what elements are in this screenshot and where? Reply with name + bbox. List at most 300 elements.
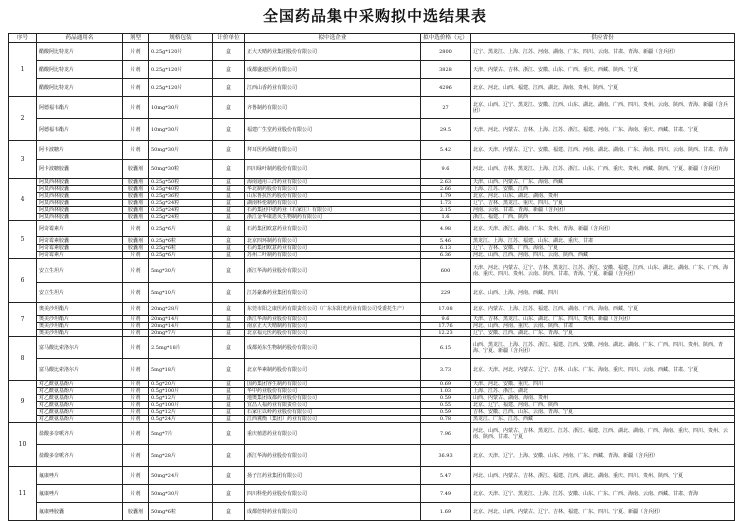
cell-drug-name: 阿奇霉素片 — [37, 221, 123, 237]
cell-unit: 盒 — [213, 79, 245, 97]
cell-unit: 盒 — [213, 43, 245, 61]
cell-seq: 9 — [9, 381, 37, 423]
cell-company: 浙江华海药业股份有限公司 — [245, 259, 421, 283]
cell-price: 9.6 — [421, 160, 471, 179]
cell-dosage-form: 片剂 — [123, 43, 149, 61]
cell-seq: 10 — [9, 423, 37, 467]
cell-unit: 盒 — [213, 160, 245, 179]
cell-price: 2800 — [421, 43, 471, 61]
cell-spec: 50mg*6粒 — [149, 503, 213, 521]
cell-regions: 北京、河北、山东、湖北、湖南、贵州 — [471, 193, 735, 200]
cell-dosage-form: 片剂 — [123, 337, 149, 359]
cell-regions: 北京、天津、辽宁、上海、安徽、山东、河南、广东、西藏、青海、新疆（含兵团） — [471, 445, 735, 467]
cell-spec: 5mg*18片 — [149, 359, 213, 381]
cell-price: 1.79 — [421, 193, 471, 200]
cell-seq: 3 — [9, 141, 37, 179]
cell-unit: 盒 — [213, 503, 245, 521]
cell-dosage-form: 片剂 — [123, 402, 149, 409]
table-row — [9, 259, 735, 283]
cell-price: 6.13 — [421, 245, 471, 252]
cell-spec: 0.25g*6粒 — [149, 245, 213, 252]
table-row — [9, 119, 735, 141]
cell-price: 2.63 — [421, 179, 471, 186]
header-company: 拟中选企业 — [245, 34, 421, 43]
cell-company: 齐鲁制药有限公司 — [245, 97, 421, 119]
cell-regions: 北京、山西、上海、河南、西藏、四川 — [471, 283, 735, 303]
cell-price: 27 — [421, 97, 471, 119]
cell-unit: 盒 — [213, 119, 245, 141]
table-row — [9, 381, 735, 388]
cell-regions: 河北、山西、内蒙古、吉林、黑龙江、江苏、浙江、福建、江西、湖北、湖南、广西、海南、重庆、四川、贵州、云南、陕西、甘肃、宁夏 — [471, 423, 735, 445]
table-row — [9, 388, 735, 395]
cell-drug-name: 阿奇霉素胶囊 — [37, 237, 123, 245]
cell-spec: 0.5g*24片 — [149, 416, 213, 423]
cell-dosage-form: 片剂 — [123, 252, 149, 259]
table-row — [9, 79, 735, 97]
cell-spec: 20mg*28片 — [149, 303, 213, 316]
cell-dosage-form: 片剂 — [123, 381, 149, 388]
cell-drug-name: 对乙酰氨基酚片 — [37, 402, 123, 409]
cell-price: 600 — [421, 259, 471, 283]
cell-dosage-form: 片剂 — [123, 141, 149, 160]
cell-unit: 盒 — [213, 200, 245, 207]
table-row — [9, 503, 735, 521]
header-drug-name: 药品通用名 — [37, 34, 123, 43]
cell-company: 江西山香药业有限公司 — [245, 79, 421, 97]
cell-price: 36.93 — [421, 445, 471, 467]
cell-regions: 黑龙江、广东、江苏、西藏 — [471, 416, 735, 423]
cell-spec: 0.5g*20片 — [149, 381, 213, 388]
cell-unit: 盒 — [213, 303, 245, 316]
cell-drug-name: 奥美沙坦酯片 — [37, 316, 123, 323]
cell-price: 12.23 — [421, 330, 471, 337]
cell-spec: 0.25g*40粒 — [149, 186, 213, 193]
cell-company: 拜耳医药保健有限公司 — [245, 141, 421, 160]
cell-spec: 0.25g*36粒 — [149, 193, 213, 200]
cell-dosage-form: 胶囊剂 — [123, 245, 149, 252]
cell-regions: 天津、河北、安徽、重庆、四川 — [471, 381, 735, 388]
cell-dosage-form: 片剂 — [123, 316, 149, 323]
cell-spec: 2.5mg*18片 — [149, 337, 213, 359]
cell-dosage-form: 片剂 — [123, 395, 149, 402]
cell-unit: 盒 — [213, 316, 245, 323]
cell-price: 1.73 — [421, 200, 471, 207]
cell-regions: 北京、河北、山西、福建、江西、湖北、海南、贵州、陕西、宁夏 — [471, 79, 735, 97]
cell-company: 江西冀衡（集团）药业有限公司 — [245, 416, 421, 423]
cell-regions: 北京、天津、辽宁、黑龙江、上海、江苏、安徽、山东、广东、广西、海南、云南、西藏、甘肃、青海 — [471, 485, 735, 503]
table-row — [9, 97, 735, 119]
table-row — [9, 207, 735, 214]
cell-spec: 0.5g*100片 — [149, 402, 213, 409]
table-row — [9, 160, 735, 179]
header-dosage-form: 剂型 — [123, 34, 149, 43]
cell-regions: 河南、云南、甘肃、青海、新疆（含兵团） — [471, 207, 735, 214]
cell-regions: 河北、山西、河南、重庆、云南、陕西、甘肃 — [471, 323, 735, 330]
cell-company: 福建广生堂药业股份有限公司 — [245, 119, 421, 141]
cell-regions: 天津、内蒙古、吉林、浙江、安徽、山东、广西、重庆、西藏、陕西、宁夏 — [471, 61, 735, 79]
cell-drug-name: 对乙酰氨基酚片 — [37, 395, 123, 402]
cell-unit: 盒 — [213, 61, 245, 79]
cell-regions: 天津、河北、内蒙古、吉林、上海、江苏、浙江、福建、河南、广东、海南、重庆、西藏、甘肃、宁夏 — [471, 119, 735, 141]
cell-price: 5.42 — [421, 141, 471, 160]
table-row — [9, 193, 735, 200]
cell-company: 东莞市阳之康医药有限责任公司（广东东阳光药业有限公司受委托生产） — [245, 303, 421, 316]
cell-spec: 0.25g*24粒 — [149, 214, 213, 221]
cell-dosage-form: 胶囊剂 — [123, 186, 149, 193]
cell-regions: 浙江、福建、广西、陕西 — [471, 214, 735, 221]
table-row — [9, 221, 735, 237]
cell-company: 四川科伦药业股份有限公司 — [245, 485, 421, 503]
cell-drug-name: 奥美沙坦酯片 — [37, 323, 123, 330]
table-row — [9, 200, 735, 207]
cell-regions: 河北、山西、江西、河南、四川、云南、陕西、西藏 — [471, 252, 735, 259]
cell-unit: 盒 — [213, 485, 245, 503]
table-row — [9, 186, 735, 193]
cell-drug-name: 醋酸阿比特龙片 — [37, 61, 123, 79]
cell-spec: 50mg*30粒 — [149, 160, 213, 179]
cell-regions: 河北、山西、内蒙古、吉林、浙江、福建、江西、湖北、湖南、重庆、四川、贵州、陕西、宁夏 — [471, 467, 735, 485]
cell-dosage-form: 片剂 — [123, 467, 149, 485]
cell-drug-name: 阿卡波糖胶囊 — [37, 160, 123, 179]
cell-spec: 20mg*14片 — [149, 316, 213, 323]
cell-seq: 1 — [9, 43, 37, 97]
cell-regions: 上海、江苏、浙江、湖北 — [471, 388, 735, 395]
cell-company: 四川绿叶制药股份有限公司 — [245, 160, 421, 179]
cell-dosage-form: 胶囊剂 — [123, 237, 149, 245]
cell-spec: 0.25g*120片 — [149, 61, 213, 79]
cell-company: 正大天晴药业集团股份有限公司 — [245, 43, 421, 61]
cell-drug-name: 奥美沙坦酯片 — [37, 303, 123, 316]
cell-spec: 0.5g*100片 — [149, 388, 213, 395]
cell-price: 0.55 — [421, 402, 471, 409]
cell-dosage-form: 片剂 — [123, 259, 149, 283]
cell-dosage-form: 胶囊剂 — [123, 214, 149, 221]
cell-regions: 河北、山西、吉林、黑龙江、上海、江苏、浙江、山东、广西、重庆、贵州、西藏、陕西、宁夏、新疆（含兵团） — [471, 160, 735, 179]
cell-drug-name: 奥美沙坦酯片 — [37, 330, 123, 337]
cell-seq: 2 — [9, 97, 37, 141]
cell-dosage-form: 片剂 — [123, 423, 149, 445]
cell-unit: 盒 — [213, 193, 245, 200]
cell-unit: 盒 — [213, 445, 245, 467]
cell-company: 重庆植恩药业有限公司 — [245, 423, 421, 445]
cell-price: 2.66 — [421, 186, 471, 193]
cell-company: 浙江金华康恩贝生物制药有限公司 — [245, 214, 421, 221]
cell-drug-name: 阿莫西林胶囊 — [37, 186, 123, 193]
cell-company: 成都盛迪医药有限公司 — [245, 61, 421, 79]
table-row — [9, 237, 735, 245]
cell-company: 成都苑东生物制药股份有限公司 — [245, 337, 421, 359]
cell-dosage-form: 片剂 — [123, 485, 149, 503]
cell-drug-name: 阿莫西林胶囊 — [37, 207, 123, 214]
cell-drug-name: 富马酸比索洛尔片 — [37, 359, 123, 381]
table-row — [9, 485, 735, 503]
header-price: 拟中选价格（元） — [421, 34, 471, 43]
cell-drug-name: 盐酸多奈哌齐片 — [37, 445, 123, 467]
cell-unit: 盒 — [213, 252, 245, 259]
header-row — [9, 34, 735, 43]
cell-regions: 吉林、安徽、江西、山东、云南、青海、宁夏 — [471, 409, 735, 416]
cell-drug-name: 醋酸阿比特龙片 — [37, 43, 123, 61]
cell-drug-name: 对乙酰氨基酚片 — [37, 381, 123, 388]
cell-price: 17.76 — [421, 323, 471, 330]
cell-regions: 北京、天津、内蒙古、辽宁、安徽、福建、江西、河南、湖北、湖南、广东、海南、四川、云南、陕西、甘肃、青海 — [471, 141, 735, 160]
cell-price: 229 — [421, 283, 471, 303]
cell-regions: 北京、内蒙古、上海、江苏、福建、江西、湖南、广西、海南、西藏、宁夏 — [471, 303, 735, 316]
cell-spec: 20mg*7片 — [149, 330, 213, 337]
cell-dosage-form: 胶囊剂 — [123, 207, 149, 214]
cell-regions: 黑龙江、上海、江苏、福建、山东、湖北、重庆、甘肃 — [471, 237, 735, 245]
cell-company: 宜昌人福药业有限责任公司 — [245, 402, 421, 409]
cell-price: 4.98 — [421, 221, 471, 237]
header-seq: 序号 — [9, 34, 37, 43]
table-row — [9, 323, 735, 330]
cell-regions: 北京、山西、辽宁、黑龙江、安徽、江西、山东、湖北、湖南、广西、四川、贵州、云南、陕西、青海、新疆（含兵团） — [471, 97, 735, 119]
cell-price: 7.49 — [421, 485, 471, 503]
cell-spec: 20mg*14片 — [149, 323, 213, 330]
table-row — [9, 445, 735, 467]
cell-dosage-form: 片剂 — [123, 330, 149, 337]
cell-unit: 盒 — [213, 423, 245, 445]
cell-company: 北京华素制药股份有限公司 — [245, 359, 421, 381]
cell-company: 石药集团欧意药业有限公司 — [245, 221, 421, 237]
cell-unit: 盒 — [213, 283, 245, 303]
cell-company: 国药集团容生制药有限公司 — [245, 381, 421, 388]
cell-unit: 盒 — [213, 179, 245, 186]
cell-price: 3828 — [421, 61, 471, 79]
cell-dosage-form: 片剂 — [123, 388, 149, 395]
cell-unit: 盒 — [213, 186, 245, 193]
cell-regions: 辽宁、安徽、江西、湖北、广东、青海、宁夏 — [471, 330, 735, 337]
cell-unit: 盒 — [213, 97, 245, 119]
header-spec: 规格包装 — [149, 34, 213, 43]
cell-dosage-form: 片剂 — [123, 303, 149, 316]
table-row — [9, 395, 735, 402]
cell-spec: 5mg*30片 — [149, 259, 213, 283]
cell-unit: 盒 — [213, 388, 245, 395]
cell-spec: 50mg*30片 — [149, 141, 213, 160]
cell-company: 南京正大天晴制药有限公司 — [245, 323, 421, 330]
cell-price: 6.36 — [421, 252, 471, 259]
cell-dosage-form: 片剂 — [123, 221, 149, 237]
table-row — [9, 330, 735, 337]
cell-unit: 盒 — [213, 237, 245, 245]
cell-price: 5.47 — [421, 467, 471, 485]
table-row — [9, 359, 735, 381]
cell-drug-name: 安立生坦片 — [37, 259, 123, 283]
cell-drug-name: 富马酸比索洛尔片 — [37, 337, 123, 359]
cell-drug-name: 阿德福韦酯片 — [37, 119, 123, 141]
cell-spec: 0.25g*24粒 — [149, 200, 213, 207]
cell-drug-name: 阿奇霉素胶囊 — [37, 245, 123, 252]
cell-company: 石家庄以岭药业股份有限公司 — [245, 409, 421, 416]
cell-price: 7.96 — [421, 423, 471, 445]
cell-spec: 0.25g*6片 — [149, 221, 213, 237]
cell-price: 4296 — [421, 79, 471, 97]
cell-regions: 天津、山西、内蒙古、广东、海南、西藏 — [471, 179, 735, 186]
table-row — [9, 402, 735, 409]
cell-price: 1.69 — [421, 503, 471, 521]
cell-dosage-form: 片剂 — [123, 445, 149, 467]
cell-dosage-form: 片剂 — [123, 323, 149, 330]
cell-regions: 上海、江苏、安徽、江西 — [471, 186, 735, 193]
cell-regions: 天津、吉林、黑龙江、山东、湖北、广东、四川、贵州、新疆（含兵团） — [471, 316, 735, 323]
cell-company: 成都倍特药业有限公司 — [245, 503, 421, 521]
cell-dosage-form: 胶囊剂 — [123, 193, 149, 200]
cell-price: 29.5 — [421, 119, 471, 141]
cell-drug-name: 阿德福韦酯片 — [37, 97, 123, 119]
cell-price: 0.59 — [421, 395, 471, 402]
table-row — [9, 252, 735, 259]
cell-unit: 盒 — [213, 221, 245, 237]
cell-spec: 0.25g*120片 — [149, 43, 213, 61]
cell-regions: 山西、内蒙古、湖南、海南、贵州 — [471, 395, 735, 402]
table-row — [9, 337, 735, 359]
cell-drug-name: 氟康唑片 — [37, 467, 123, 485]
cell-company: 苏州二叶制药有限公司 — [245, 252, 421, 259]
cell-dosage-form: 片剂 — [123, 359, 149, 381]
cell-drug-name: 对乙酰氨基酚片 — [37, 409, 123, 416]
table-row — [9, 423, 735, 445]
cell-regions: 辽宁、吉林、黑龙江、重庆、四川、宁夏 — [471, 200, 735, 207]
cell-drug-name: 醋酸阿比特龙片 — [37, 79, 123, 97]
cell-spec: 0.25g*24粒 — [149, 207, 213, 214]
cell-drug-name: 阿莫西林胶囊 — [37, 200, 123, 207]
table-row — [9, 303, 735, 316]
cell-seq: 7 — [9, 303, 37, 337]
cell-regions: 北京、辽宁、福建、河南、广西、陕西 — [471, 402, 735, 409]
cell-dosage-form: 片剂 — [123, 61, 149, 79]
cell-dosage-form: 片剂 — [123, 416, 149, 423]
cell-spec: 0.25g*6粒 — [149, 237, 213, 245]
cell-unit: 盒 — [213, 337, 245, 359]
cell-dosage-form: 片剂 — [123, 79, 149, 97]
cell-price: 1.6 — [421, 214, 471, 221]
cell-spec: 0.25g*120片 — [149, 79, 213, 97]
cell-dosage-form: 胶囊剂 — [123, 200, 149, 207]
header-regions: 供应省份 — [471, 34, 735, 43]
cell-spec: 0.25g*6片 — [149, 252, 213, 259]
cell-unit: 盒 — [213, 381, 245, 388]
cell-price: 5.46 — [421, 237, 471, 245]
cell-regions: 北京、天津、河北、内蒙古、辽宁、吉林、山东、广东、海南、重庆、四川、云南、西藏、甘肃、宁夏 — [471, 359, 735, 381]
cell-spec: 5mg*28片 — [149, 445, 213, 467]
cell-drug-name: 盐酸多奈哌齐片 — [37, 423, 123, 445]
cell-regions: 北京、河北、山西、内蒙古、辽宁、吉林、福建、广东、四川、宁夏、新疆（含兵团） — [471, 503, 735, 521]
cell-spec: 10mg*30片 — [149, 97, 213, 119]
cell-company: 北京福元医药股份有限公司 — [245, 330, 421, 337]
cell-drug-name: 对乙酰氨基酚片 — [37, 416, 123, 423]
cell-company: 石药集团欧意药业有限公司 — [245, 245, 421, 252]
cell-regions: 山西、黑龙江、上海、江苏、浙江、福建、江西、安徽、河南、湖北、湖南、广东、广西、四川、贵州、陕西、青海、宁夏、新疆（含兵团） — [471, 337, 735, 359]
cell-unit: 盒 — [213, 323, 245, 330]
cell-spec: 50mg*24片 — [149, 467, 213, 485]
header-unit: 计价单位 — [213, 34, 245, 43]
table-row — [9, 245, 735, 252]
cell-drug-name: 氟康唑片 — [37, 485, 123, 503]
cell-unit: 盒 — [213, 214, 245, 221]
cell-price: 3.73 — [421, 359, 471, 381]
cell-spec: 50mg*30片 — [149, 485, 213, 503]
cell-company: 华中药业股份有限公司 — [245, 388, 421, 395]
cell-dosage-form: 胶囊剂 — [123, 503, 149, 521]
cell-spec: 10mg*30片 — [149, 119, 213, 141]
cell-unit: 盒 — [213, 395, 245, 402]
cell-price: 0.78 — [421, 416, 471, 423]
cell-regions: 辽宁、黑龙江、上海、江苏、河南、湖南、广东、四川、云南、甘肃、青海、新疆（含兵团） — [471, 43, 735, 61]
cell-spec: 5mg*10片 — [149, 283, 213, 303]
cell-company: 山东鲁抗医药股份有限公司 — [245, 193, 421, 200]
cell-company: 扬子江药业集团有限公司 — [245, 467, 421, 485]
cell-company: 海南通用三洋药业有限公司 — [245, 179, 421, 186]
cell-drug-name: 阿奇霉素片 — [37, 252, 123, 259]
cell-drug-name: 阿卡波糖片 — [37, 141, 123, 160]
cell-price: 0.69 — [421, 381, 471, 388]
cell-price: 6.15 — [421, 337, 471, 359]
cell-dosage-form: 胶囊剂 — [123, 179, 149, 186]
table-row — [9, 409, 735, 416]
cell-unit: 盒 — [213, 409, 245, 416]
table-row — [9, 283, 735, 303]
cell-company: 北京四环制药有限公司 — [245, 237, 421, 245]
cell-drug-name: 阿莫西林胶囊 — [37, 179, 123, 186]
cell-drug-name: 对乙酰氨基酚片 — [37, 388, 123, 395]
cell-dosage-form: 片剂 — [123, 409, 149, 416]
cell-drug-name: 安立生坦片 — [37, 283, 123, 303]
cell-dosage-form: 片剂 — [123, 283, 149, 303]
cell-seq: 4 — [9, 179, 37, 221]
procurement-table — [8, 33, 735, 521]
cell-unit: 盒 — [213, 416, 245, 423]
table-row — [9, 43, 735, 61]
table-row — [9, 214, 735, 221]
cell-company: 江苏豪森药业集团有限公司 — [245, 283, 421, 303]
cell-unit: 盒 — [213, 359, 245, 381]
table-row — [9, 467, 735, 485]
table-row — [9, 61, 735, 79]
document-title: 全国药品集中采购拟中选结果表 — [262, 7, 487, 25]
table-row — [9, 179, 735, 186]
cell-spec: 0.5g*12片 — [149, 395, 213, 402]
cell-regions: 天津、河北、内蒙古、辽宁、吉林、黑龙江、江苏、浙江、安徽、福建、江西、山东、湖北、湖南、广东、广西、海南、重庆、四川、贵州、云南、陕西、甘肃、青海、宁夏、新疆（含兵团） — [471, 259, 735, 283]
cell-dosage-form: 片剂 — [123, 119, 149, 141]
cell-drug-name: 氟康唑胶囊 — [37, 503, 123, 521]
cell-price: 2.15 — [421, 207, 471, 214]
table-row — [9, 141, 735, 160]
cell-unit: 盒 — [213, 259, 245, 283]
cell-price: 0.59 — [421, 409, 471, 416]
cell-drug-name: 阿莫西林胶囊 — [37, 193, 123, 200]
cell-regions: 北京、天津、浙江、湖南、广东、贵州、青海、新疆（含兵团） — [471, 221, 735, 237]
cell-company: 地奥集团成都药业股份有限公司 — [245, 395, 421, 402]
table-body — [9, 43, 735, 521]
cell-unit: 盒 — [213, 467, 245, 485]
cell-unit: 盒 — [213, 330, 245, 337]
cell-price: 1.03 — [421, 388, 471, 395]
cell-company: 湖南科伦制药有限公司 — [245, 200, 421, 207]
table-row — [9, 416, 735, 423]
cell-dosage-form: 胶囊剂 — [123, 160, 149, 179]
cell-unit: 盒 — [213, 245, 245, 252]
cell-drug-name: 阿莫西林胶囊 — [37, 214, 123, 221]
cell-company: 华北制药股份有限公司 — [245, 186, 421, 193]
cell-seq: 11 — [9, 467, 37, 521]
table-header — [9, 34, 735, 43]
cell-spec: 0.5g*12片 — [149, 409, 213, 416]
cell-spec: 5mg*7片 — [149, 423, 213, 445]
cell-price: 17.08 — [421, 303, 471, 316]
cell-spec: 0.25g*50粒 — [149, 179, 213, 186]
cell-seq: 8 — [9, 337, 37, 381]
